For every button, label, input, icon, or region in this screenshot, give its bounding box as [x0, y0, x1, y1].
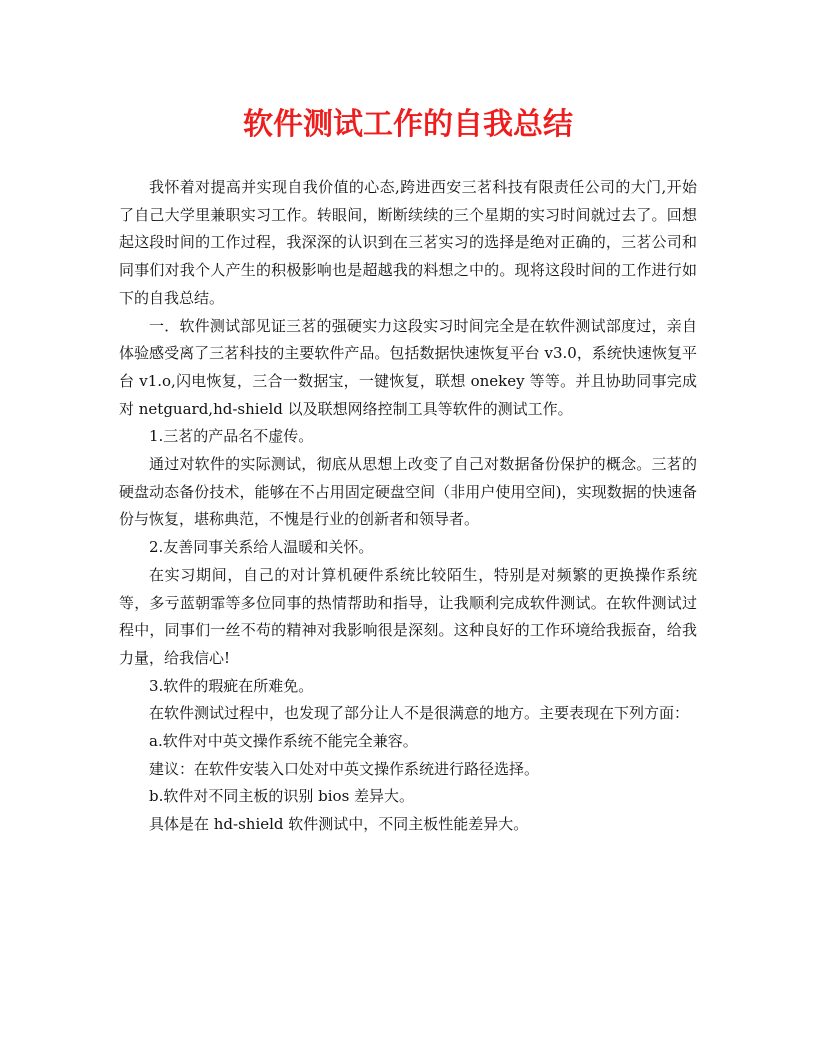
document-body	[119, 174, 697, 839]
document-title: 软件测试工作的自我总结	[243, 107, 573, 142]
paragraph-point-2: 在实习期间，自己的对计算机硬件系统比较陌生，特别是对频繁的更换操作系统等，多亏蓝朝霏等多位同事的热情帮助和指导，让我顺利完成软件测试。在软件测试过程中，同事们一丝不苟的精神对我影响很是深刻。这种良好的工作环境给我振奋，给我力量，给我信心!	[119, 565, 697, 667]
paragraph-point-3: 在软件测试过程中，也发现了部分让人不是很满意的地方。主要表现在下列方面：	[149, 704, 690, 723]
heading-point-2: 2.友善同事关系给人温暖和关怀。	[149, 538, 374, 557]
paragraph-intro: 我怀着对提高并实现自我价值的心态,跨进西安三茗科技有限责任公司的大门,开始了自己大学里兼职实习工作。转眼间，断断续续的三个星期的实习时间就过去了。回想起这段时间的工作过程，我深深的认识到在三茗实习的选择是绝对正确的，三茗公司和同事们对我个人产生的积极影响也是超越我的料想之中的。现将这段时间的工作进行如下的自我总结。	[119, 178, 697, 307]
paragraph-point-1: 通过对软件的实际测试，彻底从思想上改变了自己对数据备份保护的概念。三茗的硬盘动态备份技术，能够在不占用固定硬盘空间（非用户使用空间)，实现数据的快速备份与恢复，堪称典范，不愧是行业的创新者和领导者。	[119, 455, 697, 529]
item-b: b.软件对不同主板的识别 bios 差异大。	[149, 787, 415, 806]
paragraph-section-one: 一．软件测试部见证三茗的强硬实力这段实习时间完全是在软件测试部度过，亲自体验感受离了三茗科技的主要软件产品。包括数据快速恢复平台 v3.0，系统快速恢复平台 v1.o,闪电恢复，三合一数据宝，一键恢复，联想 onekey 等等。并且协助同事完成对 netguard,hd-shield 以及联想网络控制工具等软件的测试工作。	[119, 316, 697, 418]
suggestion-a: 建议：在软件安装入口处对中英文操作系统进行路径选择。	[149, 759, 540, 778]
detail-b: 具体是在 hd-shield 软件测试中，不同主板性能差异大。	[149, 815, 529, 834]
heading-point-1: 1.三茗的产品名不虚传。	[149, 427, 314, 446]
heading-point-3: 3.软件的瑕疵在所难免。	[149, 676, 314, 695]
item-a: a.软件对中英文操作系统不能完全兼容。	[149, 732, 418, 751]
